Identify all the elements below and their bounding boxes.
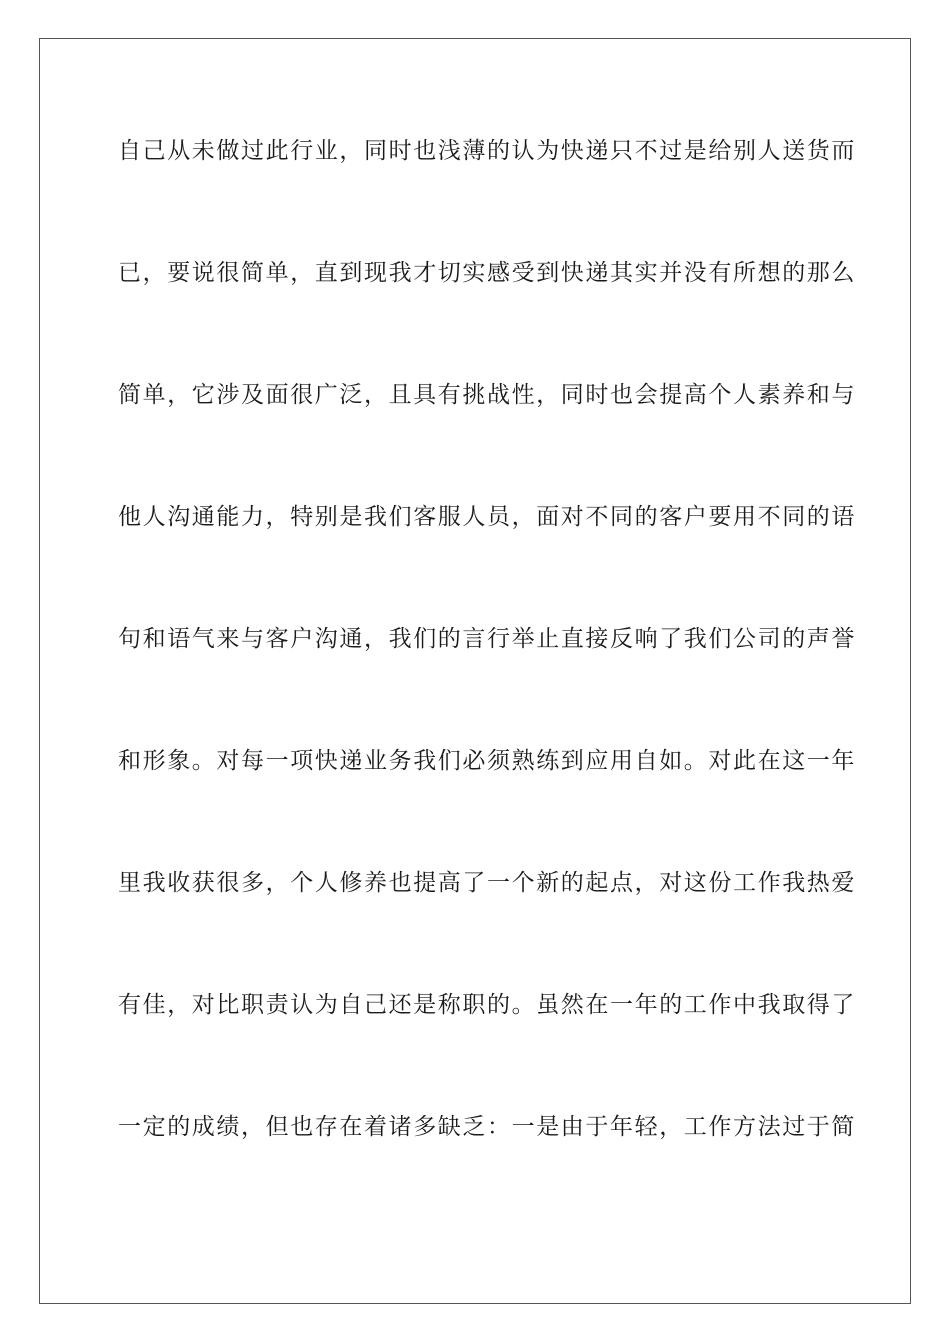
text-line: 句和语气来与客户沟通，我们的言行举止直接反响了我们公司的声誉: [118, 626, 856, 652]
text-line: 有佳，对比职责认为自己还是称职的。虽然在一年的工作中我取得了: [118, 992, 856, 1018]
text-line: 自己从未做过此行业，同时也浅薄的认为快递只不过是给别人送货而: [118, 138, 856, 164]
text-line: 里我收获很多，个人修养也提高了一个新的起点，对这份工作我热爱: [118, 870, 856, 896]
text-line: 已，要说很简单，直到现我才切实感受到快递其实并没有所想的那么: [118, 260, 856, 286]
text-line: 和形象。对每一项快递业务我们必须熟练到应用自如。对此在这一年: [118, 748, 856, 774]
text-line: 一定的成绩，但也存在着诸多缺乏：一是由于年轻，工作方法过于简: [118, 1114, 856, 1140]
document-body: [118, 131, 856, 1229]
text-line: 简单，它涉及面很广泛，且具有挑战性，同时也会提高个人素养和与: [118, 382, 856, 408]
text-line: 他人沟通能力，特别是我们客服人员，面对不同的客户要用不同的语: [118, 504, 856, 530]
